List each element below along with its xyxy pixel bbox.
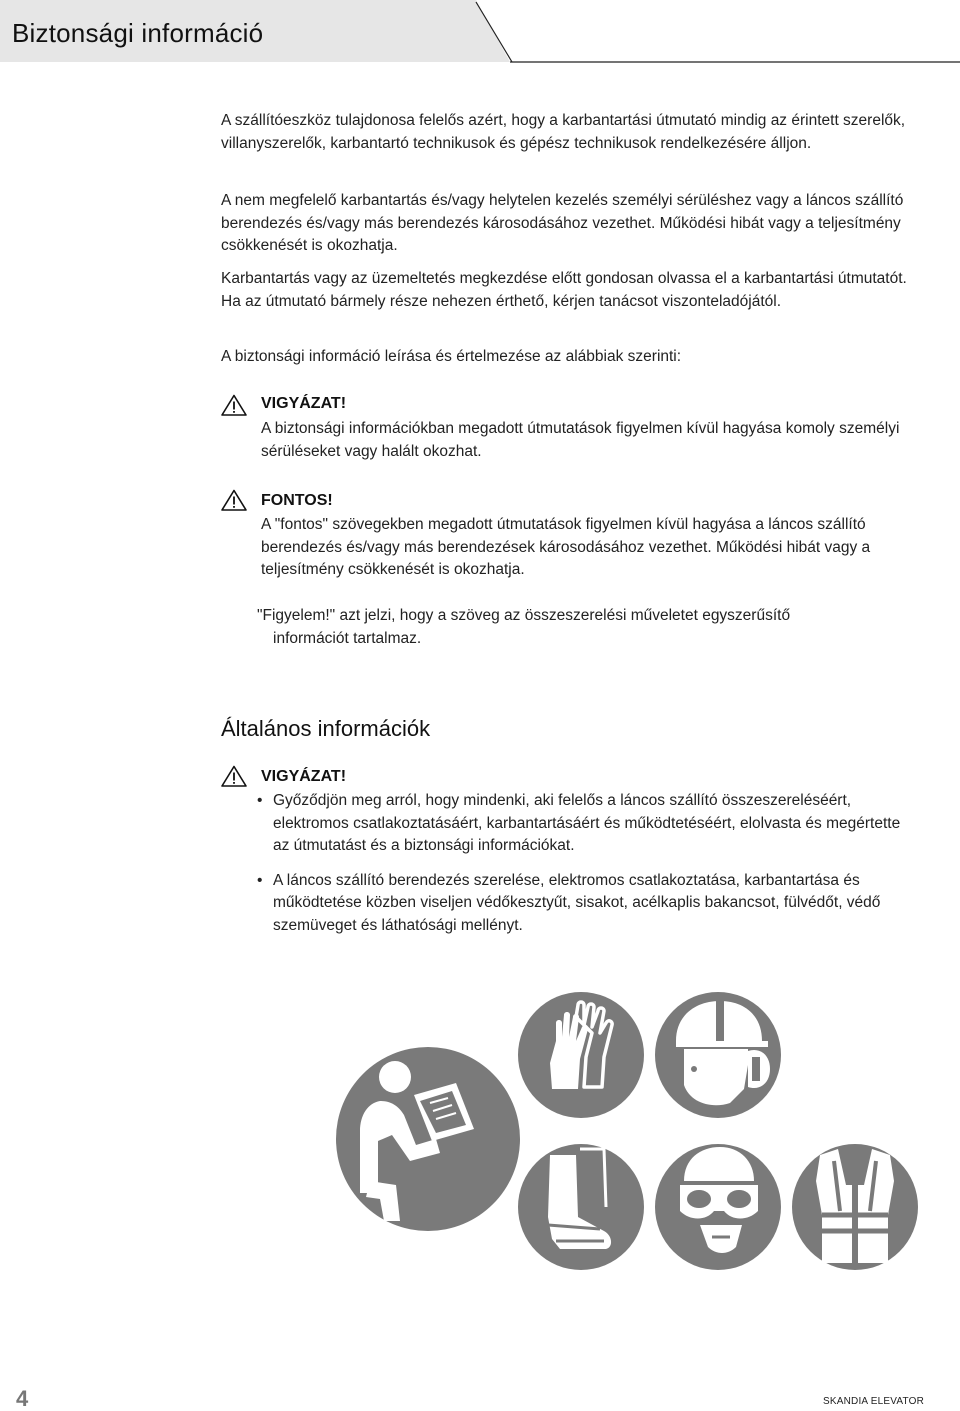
warning-triangle-icon — [221, 489, 247, 511]
footer-brand: SKANDIA ELEVATOR — [823, 1396, 925, 1407]
note-line-1: "Figyelem!" azt jelzi, hogy a szöveg az összeszerelési műveletet egyszerűsítő — [257, 607, 791, 624]
warning-text: A biztonsági információkban megadott útmutatások figyelmen kívül hagyása komoly személyi sérüléseket vagy halált okozhat. — [261, 420, 900, 460]
general-warning-title: VIGYÁZAT! — [261, 768, 347, 785]
page-number: 4 — [16, 1386, 29, 1411]
helmet-earmuffs-icon — [655, 992, 781, 1118]
note-line-2: információt tartalmaz. — [273, 629, 422, 647]
boots-icon — [518, 1144, 644, 1270]
intro-paragraph-2: A nem megfelelő karbantartás és/vagy helytelen kezelés személyi sérüléshez vagy a láncos szállító berendezés és/vagy más berendezés károsodásához vezethet. Működési hibát vagy a teljesítmény csökkenését is okozhatja. — [221, 192, 904, 254]
important-text: A "fontos" szövegekben megadott útmutatások figyelmen kívül hagyása a láncos szállító berendezés és/vagy más berendezések károsodásához vezethet. Működési hibát vagy a teljesítmény csökkenését is okozhatja. — [261, 516, 871, 578]
goggles-icon — [655, 1144, 781, 1270]
vest-icon — [792, 1144, 918, 1270]
important-block — [221, 489, 921, 581]
warning-block — [221, 394, 921, 464]
warning-triangle-icon — [221, 394, 247, 416]
page-title: Biztonsági információ — [12, 18, 264, 48]
read-manual-icon — [336, 1047, 520, 1231]
general-warning-header — [221, 765, 921, 791]
intro-paragraph-1: A szállítóeszköz tulajdonosa felelős azért, hogy a karbantartási útmutató mindig az érintett szerelők, villanyszerelők, karbantartó technikusok és gépész technikusok rendelkezésére álljon. — [221, 112, 906, 152]
gloves-icon — [518, 992, 644, 1118]
intro-paragraph-4: A biztonsági információ leírása és értelmezése az alábbiak szerinti: — [221, 348, 682, 365]
important-title: FONTOS! — [261, 492, 333, 509]
list-item: • Győződjön meg arról, hogy mindenki, aki felelős a láncos szállító összeszereléséért, elektromos csatlakoztatásáért, karbantartásáért és működtetéséért, elolvasta és megértette az útmutatást és a biztonsági információkat. — [257, 790, 917, 858]
warning-triangle-icon — [221, 765, 247, 787]
list-item: • A láncos szállító berendezés szerelése, elektromos csatlakoztatása, karbantartása és működtetése közben viseljen védőkesztyűt, sisakot, acélkaplis bakancsot, fülvédőt, védő szemüveget és láthatósági mellényt. — [257, 870, 917, 938]
note-block — [257, 605, 897, 650]
section-title: Általános információk — [221, 716, 431, 741]
safety-icons-group — [0, 985, 960, 1285]
header-tab — [0, 0, 960, 66]
intro-paragraph-3: Karbantartás vagy az üzemeltetés megkezdése előtt gondosan olvassa el a karbantartási útmutatót. Ha az útmutató bármely része nehezen érthető, kérjen tanácsot viszonteladójától. — [221, 270, 907, 310]
warning-title: VIGYÁZAT! — [261, 395, 347, 412]
bullet-list — [257, 790, 917, 949]
